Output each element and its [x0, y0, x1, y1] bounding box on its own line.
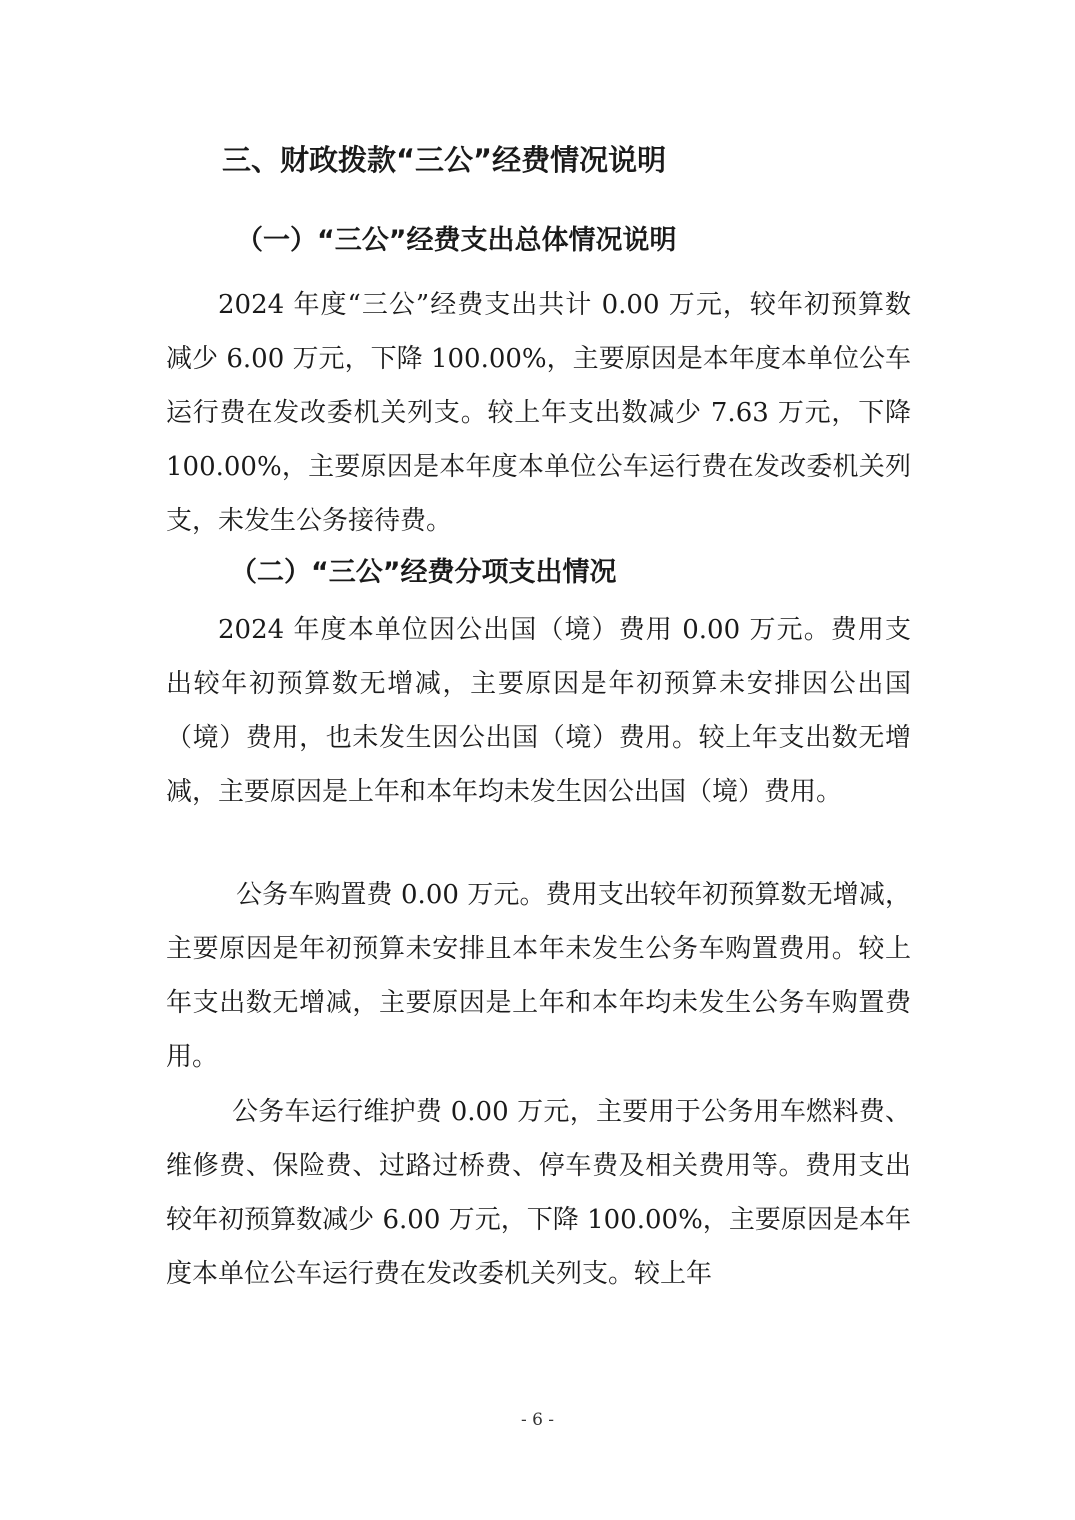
- subsection-heading-overall: （一）“三公”经费支出总体情况说明: [236, 225, 677, 256]
- page-number: - 6 -: [520, 1410, 555, 1430]
- subsection-heading-itemized: （二）“三公”经费分项支出情况: [230, 557, 617, 588]
- paragraph-overall-expenditure: 2024 年度“三公”经费支出共计 0.00 万元，较年初预算数减少 6.00 万元，下降 100.00%，主要原因是本年度本单位公车运行费在发改委机关列支。较上年支出数减少 7.63 万元，下降 100.00%，主要原因是本年度本单位公车运行费在发改委机关列支，未发生公务接待费。: [166, 290, 911, 536]
- paragraph-vehicle-purchase: 公务车购置费 0.00 万元。费用支出较年初预算数无增减，主要原因是年初预算未安排且本年未发生公务车购置费用。较上年支出数无增减，主要原因是上年和本年均未发生公务车购置费用。: [166, 880, 911, 1072]
- paragraph-overseas-travel: 2024 年度本单位因公出国（境）费用 0.00 万元。费用支出较年初预算数无增减，主要原因是年初预算未安排因公出国（境）费用，也未发生因公出国（境）费用。较上年支出数无增减，主要原因是上年和本年均未发生因公出国（境）费用。: [166, 615, 911, 807]
- paragraph-vehicle-operation: 公务车运行维护费 0.00 万元，主要用于公务用车燃料费、维修费、保险费、过路过桥费、停车费及相关费用等。费用支出较年初预算数减少 6.00 万元，下降 100.00%，主要原因是本年度本单位公车运行费在发改委机关列支。较上年: [166, 1097, 911, 1289]
- section-title: 三、财政拨款“三公”经费情况说明: [222, 143, 667, 177]
